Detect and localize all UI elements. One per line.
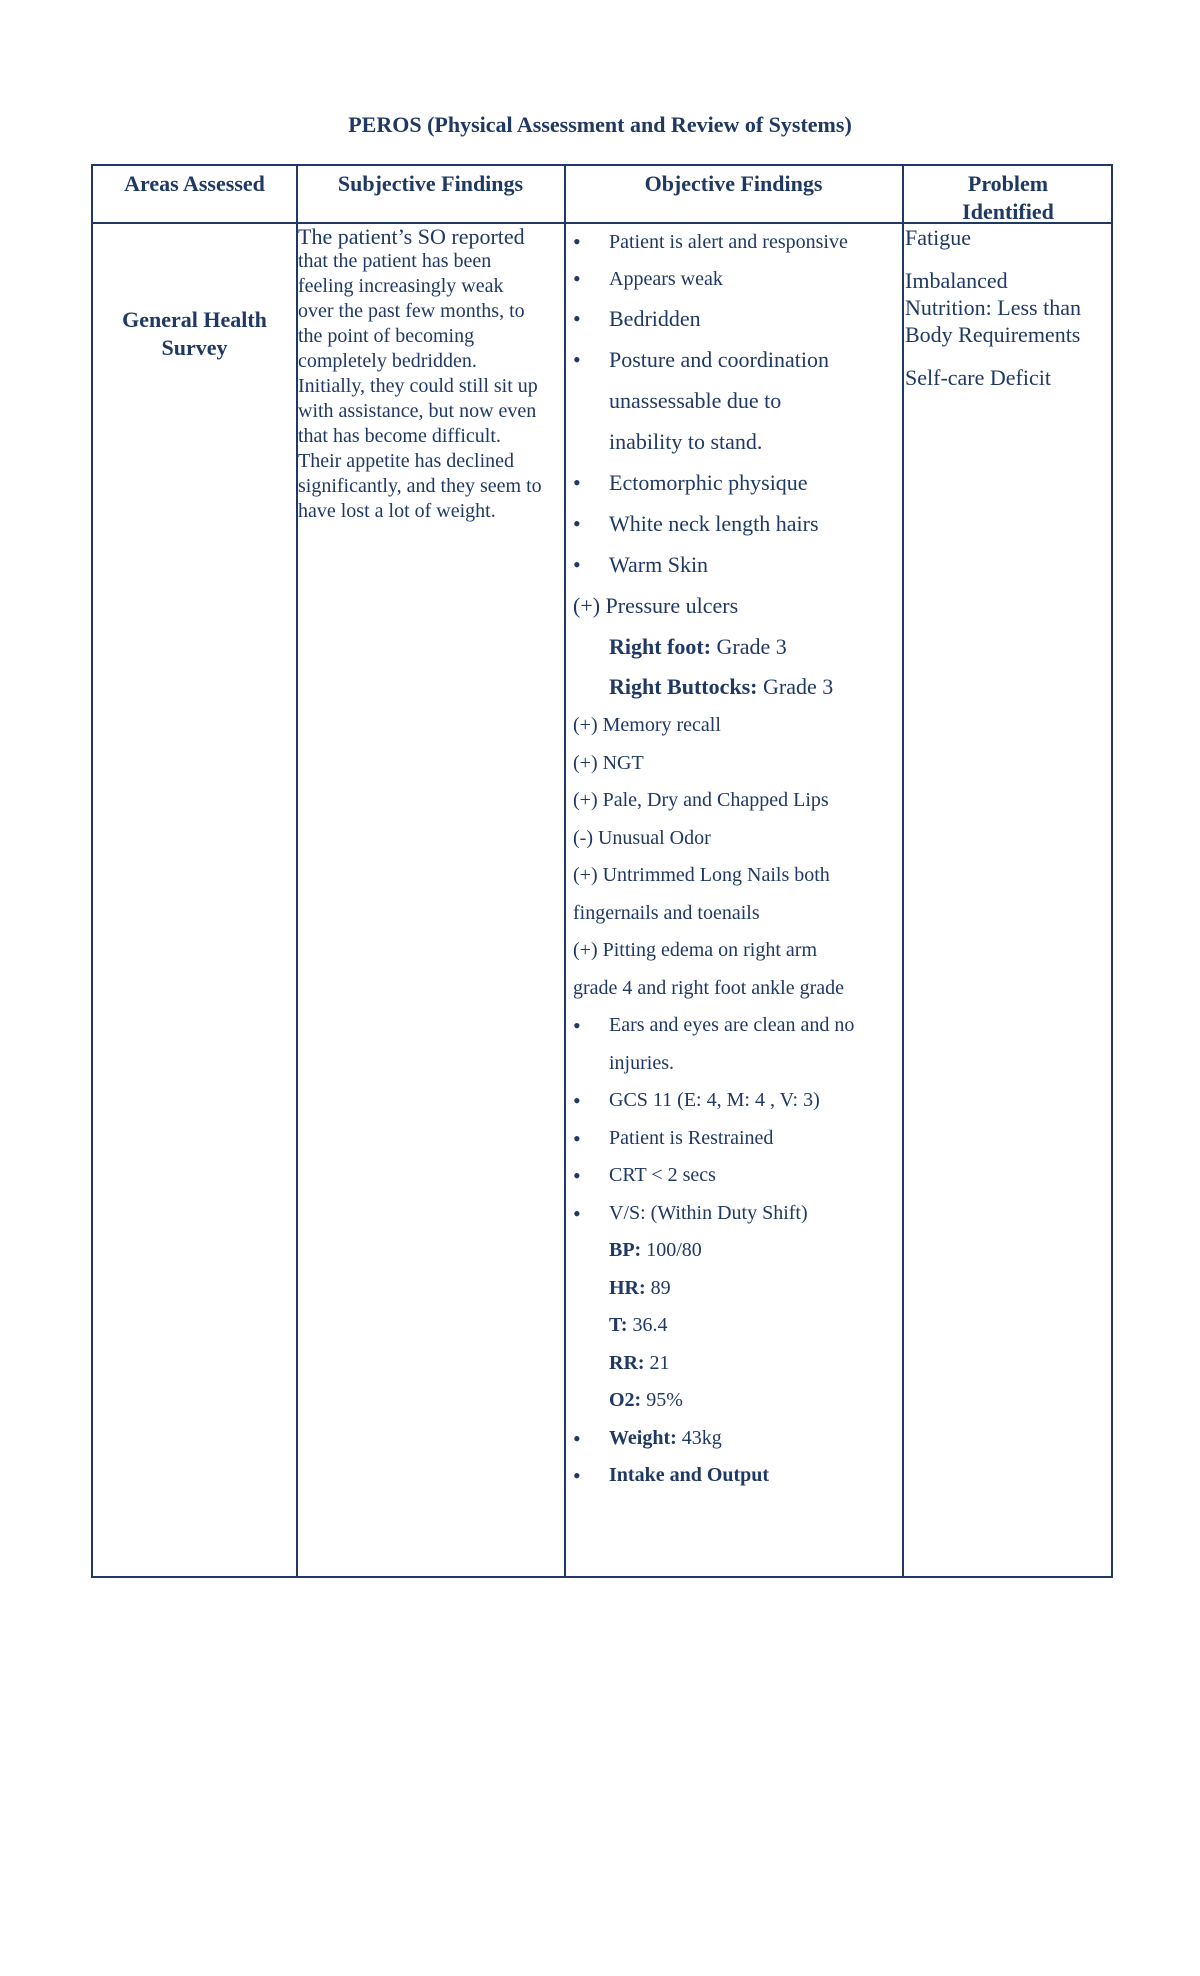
list-item <box>573 745 913 783</box>
list-item-sub <box>573 626 913 667</box>
subjective-line: that has become difficult. <box>298 425 501 447</box>
bullet-icon <box>573 1120 581 1160</box>
column-divider <box>564 166 566 1576</box>
list-item <box>573 782 913 820</box>
vital-label: HR: <box>609 1276 646 1299</box>
finding-text <box>573 674 833 699</box>
header-objective-findings: Objective Findings <box>644 171 823 196</box>
list-item-continued <box>573 895 913 933</box>
list-item-continued <box>573 380 913 421</box>
list-item <box>573 298 913 339</box>
bullet-icon <box>573 298 581 339</box>
area-line2: Survey <box>161 335 228 360</box>
problem-line: Imbalanced <box>905 268 1008 293</box>
subjective-line: completely bedridden. <box>298 350 477 372</box>
list-item <box>573 585 913 626</box>
vital-value: 100/80 <box>641 1239 702 1261</box>
problem-self-care-deficit: Self-care Deficit <box>905 365 1051 390</box>
finding-text: CRT < 2 secs <box>609 1164 716 1186</box>
list-item-sub <box>573 1382 913 1420</box>
finding-text <box>573 1352 670 1374</box>
objective-findings-list <box>573 224 913 1495</box>
header-problem-identified <box>903 170 1113 226</box>
subjective-line: have lost a lot of weight. <box>298 500 496 522</box>
finding-value: Grade 3 <box>757 674 834 699</box>
header-areas-assessed: Areas Assessed <box>124 171 265 196</box>
vital-value: 43kg <box>676 1426 722 1449</box>
finding-text: (+) Pitting edema on right arm <box>573 939 818 961</box>
finding-text <box>573 1314 668 1336</box>
finding-value: Grade 3 <box>711 634 787 659</box>
finding-text <box>573 1239 702 1261</box>
list-item <box>573 1420 913 1458</box>
list-item <box>573 932 913 970</box>
finding-text: Bedridden <box>609 306 701 331</box>
header-problem-line1: Problem <box>967 171 1049 196</box>
bullet-icon <box>573 503 581 544</box>
vital-label: O2: <box>609 1389 642 1411</box>
vital-value: 21 <box>644 1351 670 1374</box>
finding-text: (+) Pressure ulcers <box>573 593 739 618</box>
finding-text: Patient is Restrained <box>609 1126 774 1149</box>
finding-text: Appears weak <box>609 268 723 290</box>
bullet-icon <box>573 1457 581 1497</box>
finding-text: GCS 11 (E: 4, M: 4 , V: 3) <box>609 1089 820 1111</box>
subjective-line: Their appetite has declined <box>298 450 515 472</box>
problem-fatigue: Fatigue <box>905 225 971 250</box>
finding-text: grade 4 and right foot ankle grade <box>573 976 845 999</box>
finding-text: (+) Memory recall <box>573 714 721 736</box>
list-item <box>573 339 913 380</box>
bullet-icon <box>573 544 581 585</box>
list-item-sub <box>573 1232 913 1270</box>
finding-label: Right Buttocks: <box>609 674 758 699</box>
area-general-health-survey <box>93 306 296 362</box>
vital-label: RR: <box>609 1351 645 1374</box>
vital-label: BP: <box>609 1239 642 1261</box>
bullet-icon <box>573 1157 581 1197</box>
finding-text <box>573 1389 683 1411</box>
list-item <box>573 1082 913 1120</box>
bullet-icon <box>573 339 581 380</box>
bullet-icon <box>573 1195 581 1235</box>
list-item-continued <box>573 970 913 1008</box>
subjective-line: significantly, and they seem to <box>298 475 542 497</box>
problems-identified-list <box>905 224 1113 407</box>
list-item-sub <box>573 1270 913 1308</box>
list-item <box>573 503 913 544</box>
finding-text: (+) NGT <box>573 751 644 774</box>
finding-text: White neck length hairs <box>609 511 819 536</box>
finding-text: V/S: (Within Duty Shift) <box>609 1201 808 1224</box>
finding-text: Ectomorphic physique <box>609 470 808 495</box>
finding-text <box>573 1427 722 1449</box>
bullet-icon <box>573 1007 581 1047</box>
vital-label: T: <box>609 1314 628 1336</box>
finding-text: (+) Untrimmed Long Nails both <box>573 864 830 886</box>
finding-text: (+) Pale, Dry and Chapped Lips <box>573 789 829 811</box>
finding-text: Posture and coordination <box>609 347 829 372</box>
finding-text: fingernails and toenails <box>573 901 760 924</box>
finding-text: inability to stand. <box>609 429 763 454</box>
list-item-continued <box>573 1045 913 1083</box>
finding-text: injuries. <box>609 1051 674 1074</box>
list-item <box>573 1195 913 1233</box>
list-item <box>573 544 913 585</box>
vital-value: 36.4 <box>627 1314 668 1336</box>
subjective-line: feeling increasingly weak <box>298 275 504 297</box>
finding-label: Right foot: <box>609 634 712 659</box>
list-item <box>573 1007 913 1045</box>
list-item <box>573 1157 913 1195</box>
subjective-line: that the patient has been <box>298 250 492 272</box>
vital-label: Weight: <box>609 1426 677 1449</box>
list-item <box>573 707 913 745</box>
subjective-line: Initially, they could still sit up <box>298 375 538 397</box>
area-line1: General Health <box>122 307 267 332</box>
bullet-icon <box>573 1420 581 1460</box>
problem-line: Body Requirements <box>905 322 1081 347</box>
header-problem-line2: Identified <box>962 199 1054 224</box>
subjective-line: over the past few months, to <box>298 300 525 322</box>
finding-text: (-) Unusual Odor <box>573 826 711 849</box>
list-item-sub <box>573 667 913 707</box>
list-item <box>573 820 913 858</box>
finding-text <box>573 1277 671 1299</box>
bullet-icon <box>573 462 581 503</box>
list-item <box>573 260 913 298</box>
list-item <box>573 1457 913 1495</box>
list-item-continued <box>573 421 913 462</box>
list-item-sub <box>573 1345 913 1383</box>
problem-imbalanced-nutrition <box>905 267 1113 348</box>
list-item <box>573 857 913 895</box>
list-item <box>573 1120 913 1158</box>
problem-line: Nutrition: Less than <box>905 295 1081 320</box>
vital-value: 89 <box>645 1276 671 1299</box>
finding-text: Ears and eyes are clean and no <box>609 1014 855 1036</box>
subjective-line: the point of becoming <box>298 325 475 347</box>
list-item-sub <box>573 1307 913 1345</box>
assessment-table <box>91 164 1113 1578</box>
header-subjective-findings: Subjective Findings <box>337 171 524 196</box>
subjective-findings-text <box>298 224 563 524</box>
vital-value: 95% <box>641 1389 683 1411</box>
list-item <box>573 462 913 503</box>
page-title: PEROS (Physical Assessment and Review of Systems) <box>348 112 852 137</box>
finding-text: Intake and Output <box>609 1464 770 1486</box>
subjective-line: with assistance, but now even <box>298 400 537 422</box>
finding-text: unassessable due to <box>609 388 782 413</box>
bullet-icon <box>573 224 581 261</box>
finding-text: Patient is alert and responsive <box>609 231 848 253</box>
finding-text: Warm Skin <box>609 552 709 577</box>
bullet-icon <box>573 1082 581 1122</box>
finding-text <box>573 634 787 659</box>
subjective-line: The patient’s SO reported <box>298 224 525 249</box>
list-item <box>573 224 913 260</box>
bullet-icon <box>573 260 581 299</box>
